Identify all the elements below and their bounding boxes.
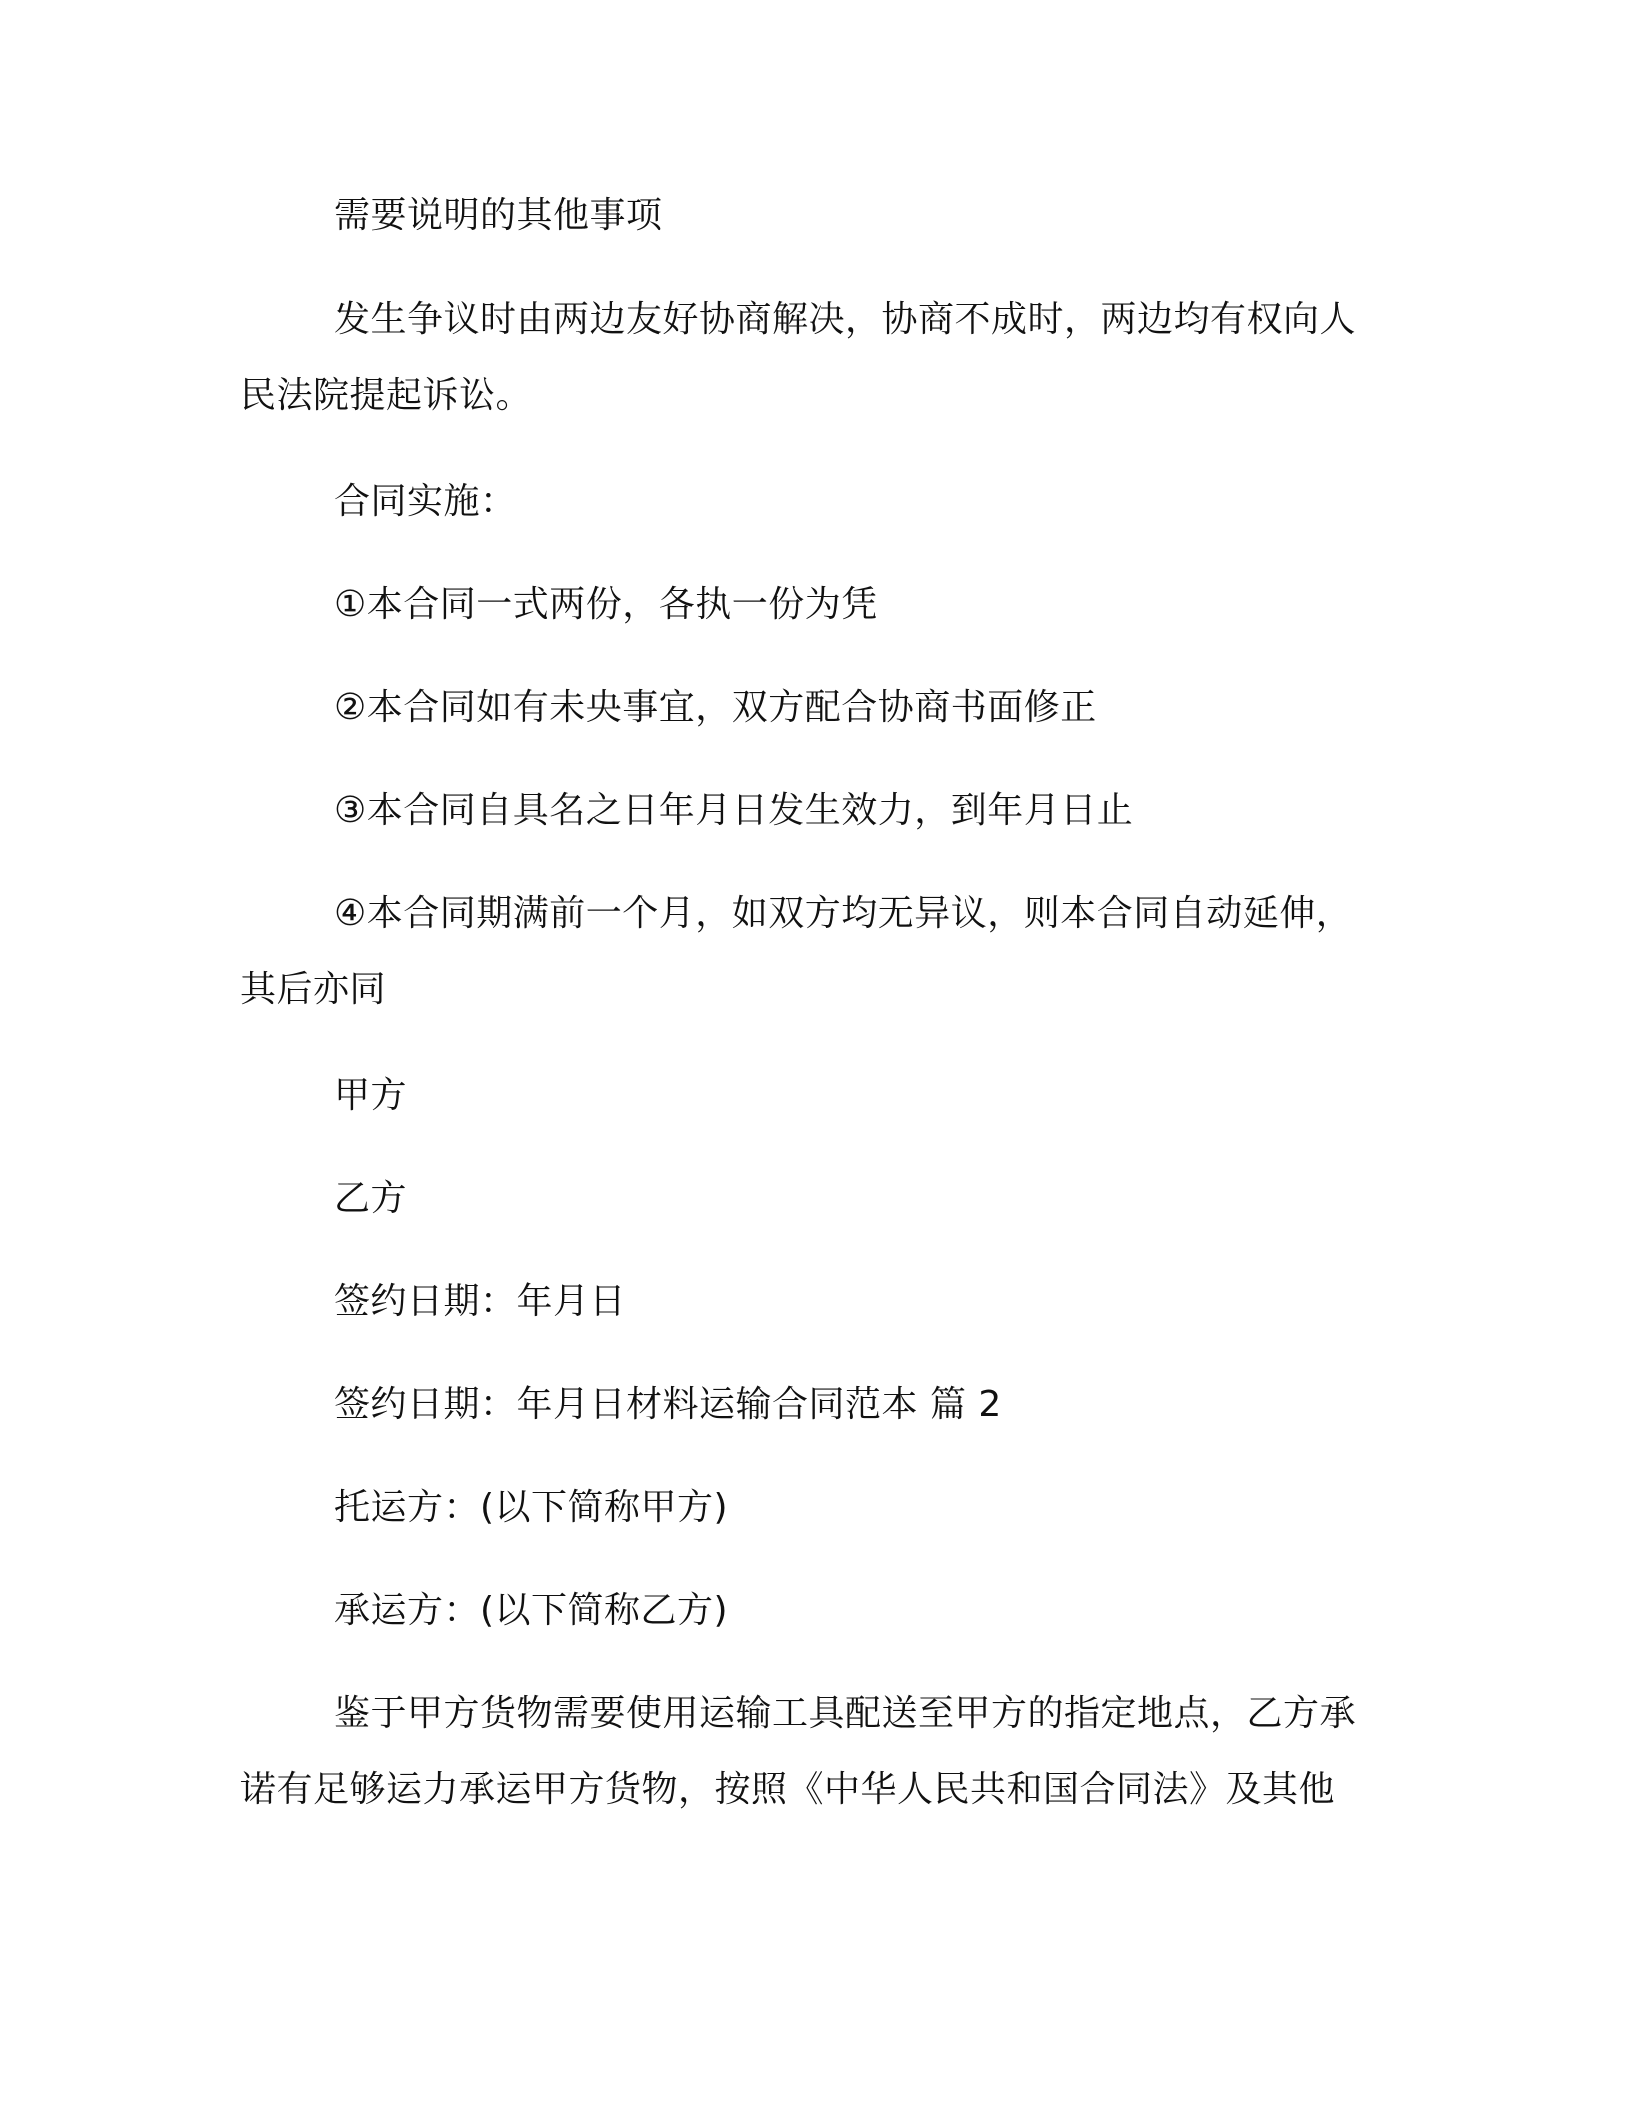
- paragraph-line: ①本合同一式两份，各执一份为凭: [334, 584, 878, 625]
- paragraph-consignor: [240, 1470, 1400, 1546]
- paragraph-line: 承运方：(以下简称乙方): [334, 1590, 729, 1631]
- paragraph-clause-3: [240, 773, 1400, 849]
- paragraph-dispute-resolution: [240, 282, 1400, 434]
- paragraph-clause-4: [240, 876, 1400, 1028]
- paragraph-line: ②本合同如有未央事宜，双方配合协商书面修正: [334, 687, 1097, 728]
- paragraph-line: 合同实施：: [334, 481, 517, 522]
- paragraph-clause-1: [240, 567, 1400, 643]
- paragraph-clause-2: [240, 670, 1400, 746]
- paragraph-line: 签约日期：年月日: [334, 1281, 627, 1322]
- paragraph-line: 鉴于甲方货物需要使用运输工具配送至甲方的指定地点，乙方承: [334, 1693, 1357, 1734]
- paragraph-other-matters: [240, 178, 1400, 254]
- paragraph-line: 其后亦同: [240, 969, 387, 1010]
- paragraph-line: 托运方：(以下简称甲方): [334, 1487, 729, 1528]
- paragraph-preamble: [240, 1676, 1400, 1828]
- paragraph-line: 签约日期：年月日材料运输合同范本 篇 2: [334, 1384, 1002, 1425]
- paragraph-line: ③本合同自具名之日年月日发生效力，到年月日止: [334, 790, 1134, 831]
- paragraph-implementation-heading: [240, 464, 1400, 540]
- paragraph-party-b: [240, 1161, 1400, 1237]
- paragraph-line: 民法院提起诉讼。: [240, 375, 533, 416]
- paragraph-carrier: [240, 1573, 1400, 1649]
- paragraph-line: 乙方: [334, 1178, 408, 1219]
- paragraph-line: 诺有足够运力承运甲方货物，按照《中华人民共和国合同法》及其他: [240, 1769, 1336, 1810]
- paragraph-party-a: [240, 1058, 1400, 1134]
- paragraph-line: 甲方: [334, 1075, 408, 1116]
- paragraph-line: ④本合同期满前一个月，如双方均无异议，则本合同自动延伸，: [334, 893, 1353, 934]
- paragraph-line: 需要说明的其他事项: [334, 195, 663, 236]
- paragraph-line: 发生争议时由两边友好协商解决，协商不成时，两边均有权向人: [334, 299, 1357, 340]
- paragraph-sign-date: [240, 1264, 1400, 1340]
- paragraph-sign-date-title: [240, 1367, 1400, 1443]
